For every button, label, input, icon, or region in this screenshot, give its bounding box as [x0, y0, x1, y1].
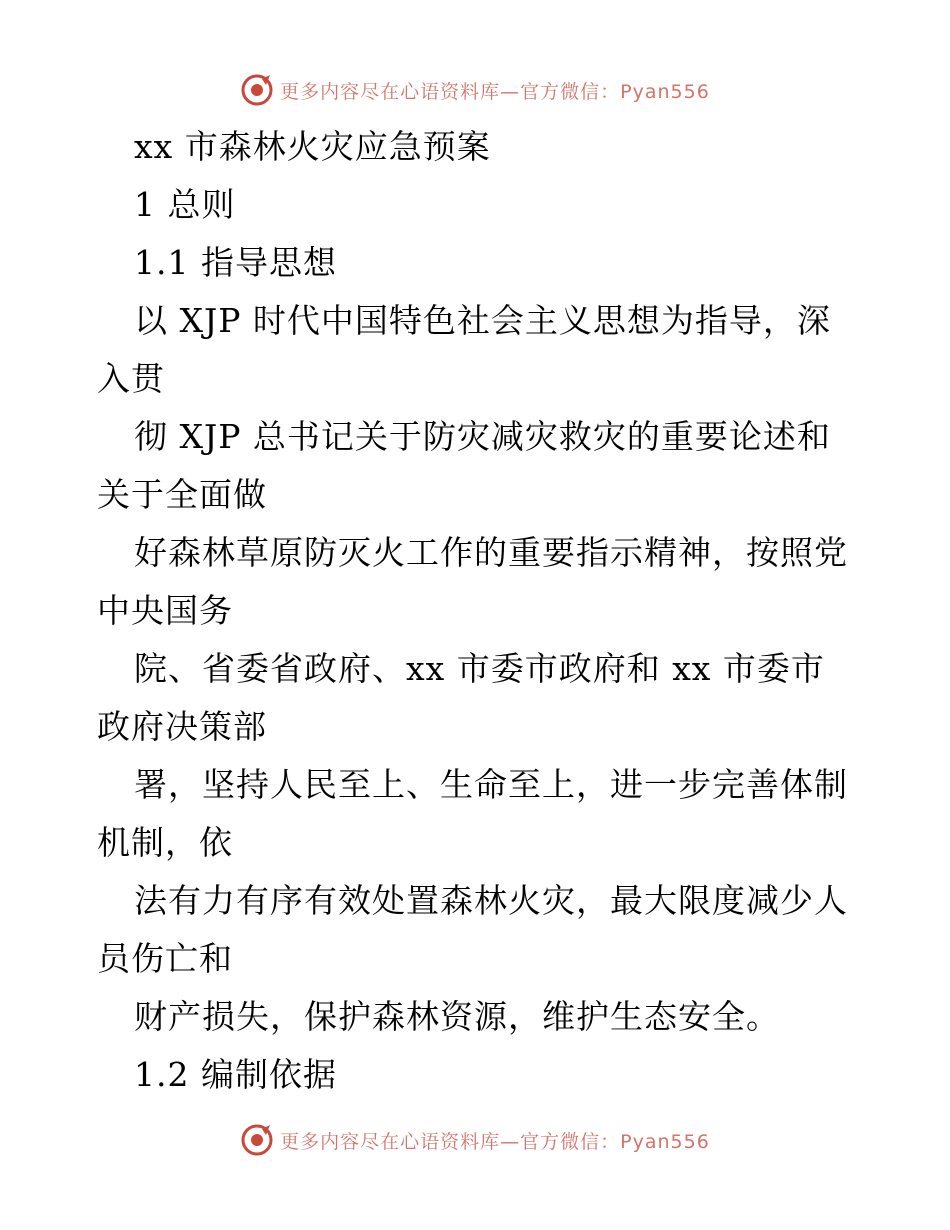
document-line: 署，坚持人民至上、生命至上，进一步完善体制 [134, 765, 848, 804]
document-line: 1.2 编制依据 [134, 1055, 337, 1094]
document-line: 1.1 指导思想 [134, 243, 337, 282]
watermark-text: 更多内容尽在心语资料库—官方微信：Pyan556 [280, 1130, 710, 1153]
logo-icon [240, 1123, 274, 1157]
logo-icon [240, 73, 274, 107]
document-line: 财产损失，保护森林资源，维护生态安全。 [134, 997, 780, 1036]
watermark-text: 更多内容尽在心语资料库—官方微信：Pyan556 [280, 80, 710, 103]
header-watermark [0, 70, 950, 110]
document-line: 1 总则 [134, 185, 236, 224]
document-line: 政府决策部 [97, 707, 267, 746]
document-line: 入贯 [97, 359, 165, 398]
document-line: 员伤亡和 [97, 939, 233, 978]
document-body [0, 118, 950, 1104]
document-line: 法有力有序有效处置森林火灾，最大限度减少人 [134, 881, 848, 920]
document-line: xx 市森林火灾应急预案 [134, 127, 491, 166]
footer-watermark [0, 1120, 950, 1160]
document-line: 好森林草原防灭火工作的重要指示精神，按照党 [134, 533, 848, 572]
document-line: 彻 XJP 总书记关于防灾减灾救灾的重要论述和 [134, 417, 831, 456]
document-line: 中央国务 [97, 591, 233, 630]
document-line: 关于全面做 [97, 475, 267, 514]
document-line: 院、省委省政府、xx 市委市政府和 xx 市委市 [134, 649, 825, 688]
document-line: 以 XJP 时代中国特色社会主义思想为指导，深 [134, 301, 831, 340]
document-line: 机制，依 [97, 823, 233, 862]
